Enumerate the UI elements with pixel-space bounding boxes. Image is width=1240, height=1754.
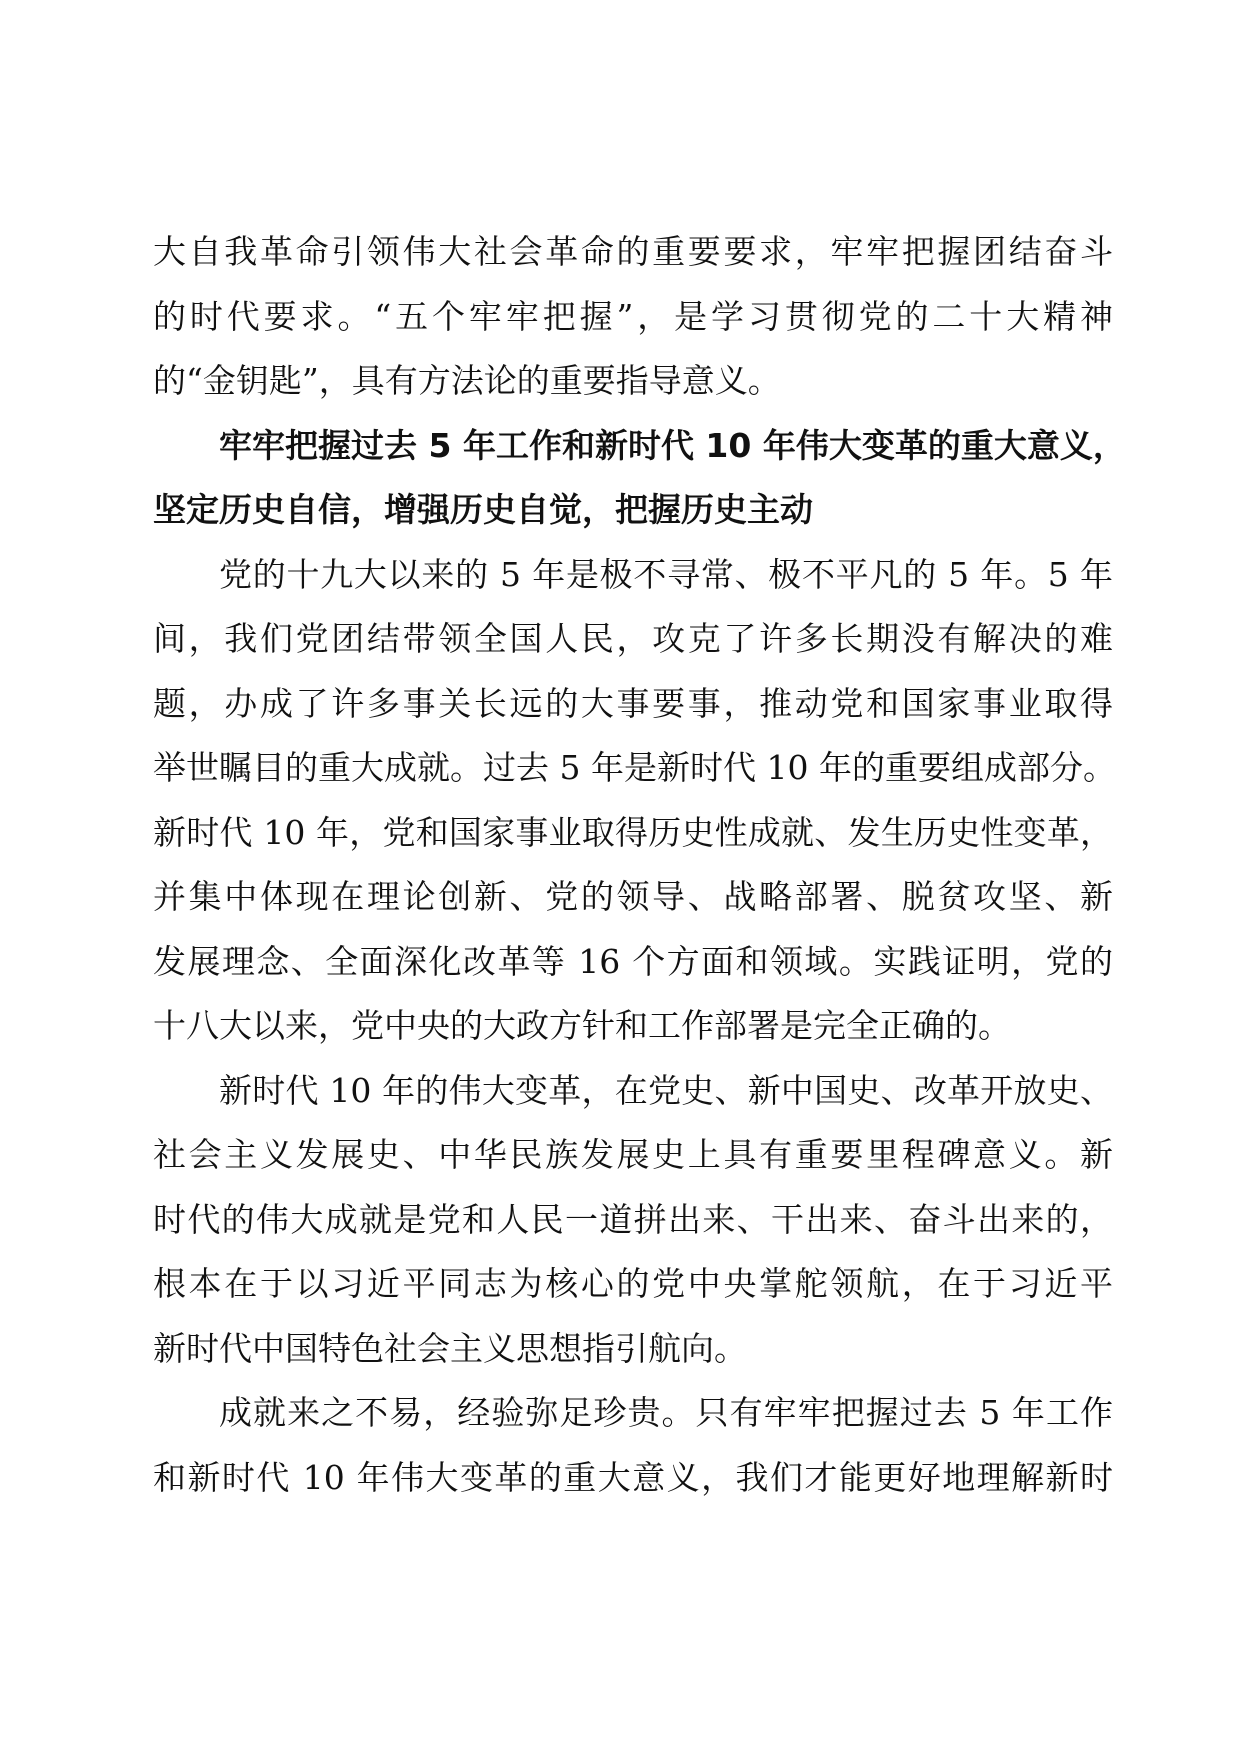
section-heading-line-1: 牢牢把握过去 5 年工作和新时代 10 年伟大变革的重大意义， [219,425,1126,465]
section-heading-line-2: 坚定历史自信，增强历史自觉，把握历史主动 [153,490,813,529]
paragraph-3-line-7: 发展理念、全面深化改革等 16 个方面和领域。实践证明，党的 [153,941,1113,981]
paragraph-3-line-4: 举世瞩目的重大成就。过去 5 年是新时代 10 年的重要组成部分。 [153,748,1116,787]
paragraph-3-line-8: 十八大以来，党中央的大政方针和工作部署是完全正确的。 [153,1006,1011,1045]
paragraph-4-line-4: 根本在于以习近平同志为核心的党中央掌舵领航，在于习近平 [153,1264,1113,1303]
paragraph-1-line-1: 大自我革命引领伟大社会革命的重要要求，牢牢把握团结奋斗 [153,232,1113,271]
paragraph-3-line-1: 党的十九大以来的 5 年是极不寻常、极不平凡的 5 年。5 年 [219,554,1113,594]
document-body [153,220,1126,1510]
paragraph-3-line-6: 并集中体现在理论创新、党的领导、战略部署、脱贫攻坚、新 [153,877,1113,916]
paragraph-4-line-5: 新时代中国特色社会主义思想指引航向。 [153,1328,747,1368]
paragraph-5-line-2: 和新时代 10 年伟大变革的重大意义，我们才能更好地理解新时 [153,1457,1113,1497]
paragraph-4-line-1: 新时代 10 年的伟大变革，在党史、新中国史、改革开放史、 [219,1070,1113,1110]
paragraph-4-line-3: 时代的伟大成就是党和人民一道拼出来、干出来、奋斗出来的， [153,1199,1113,1239]
paragraph-1-line-2: 的时代要求。“五个牢牢把握”，是学习贯彻党的二十大精神 [153,296,1113,336]
paragraph-5-line-1: 成就来之不易，经验弥足珍贵。只有牢牢把握过去 5 年工作 [219,1393,1113,1432]
paragraph-4-line-2: 社会主义发展史、中华民族发展史上具有重要里程碑意义。新 [153,1135,1113,1174]
paragraph-3-line-3: 题，办成了许多事关长远的大事要事，推动党和国家事业取得 [153,683,1113,723]
paragraph-1-line-3: 的“金钥匙”，具有方法论的重要指导意义。 [153,361,781,400]
paragraph-3-line-5: 新时代 10 年，党和国家事业取得历史性成就、发生历史性变革， [153,812,1113,852]
paragraph-3-line-2: 间，我们党团结带领全国人民，攻克了许多长期没有解决的难 [153,619,1113,658]
